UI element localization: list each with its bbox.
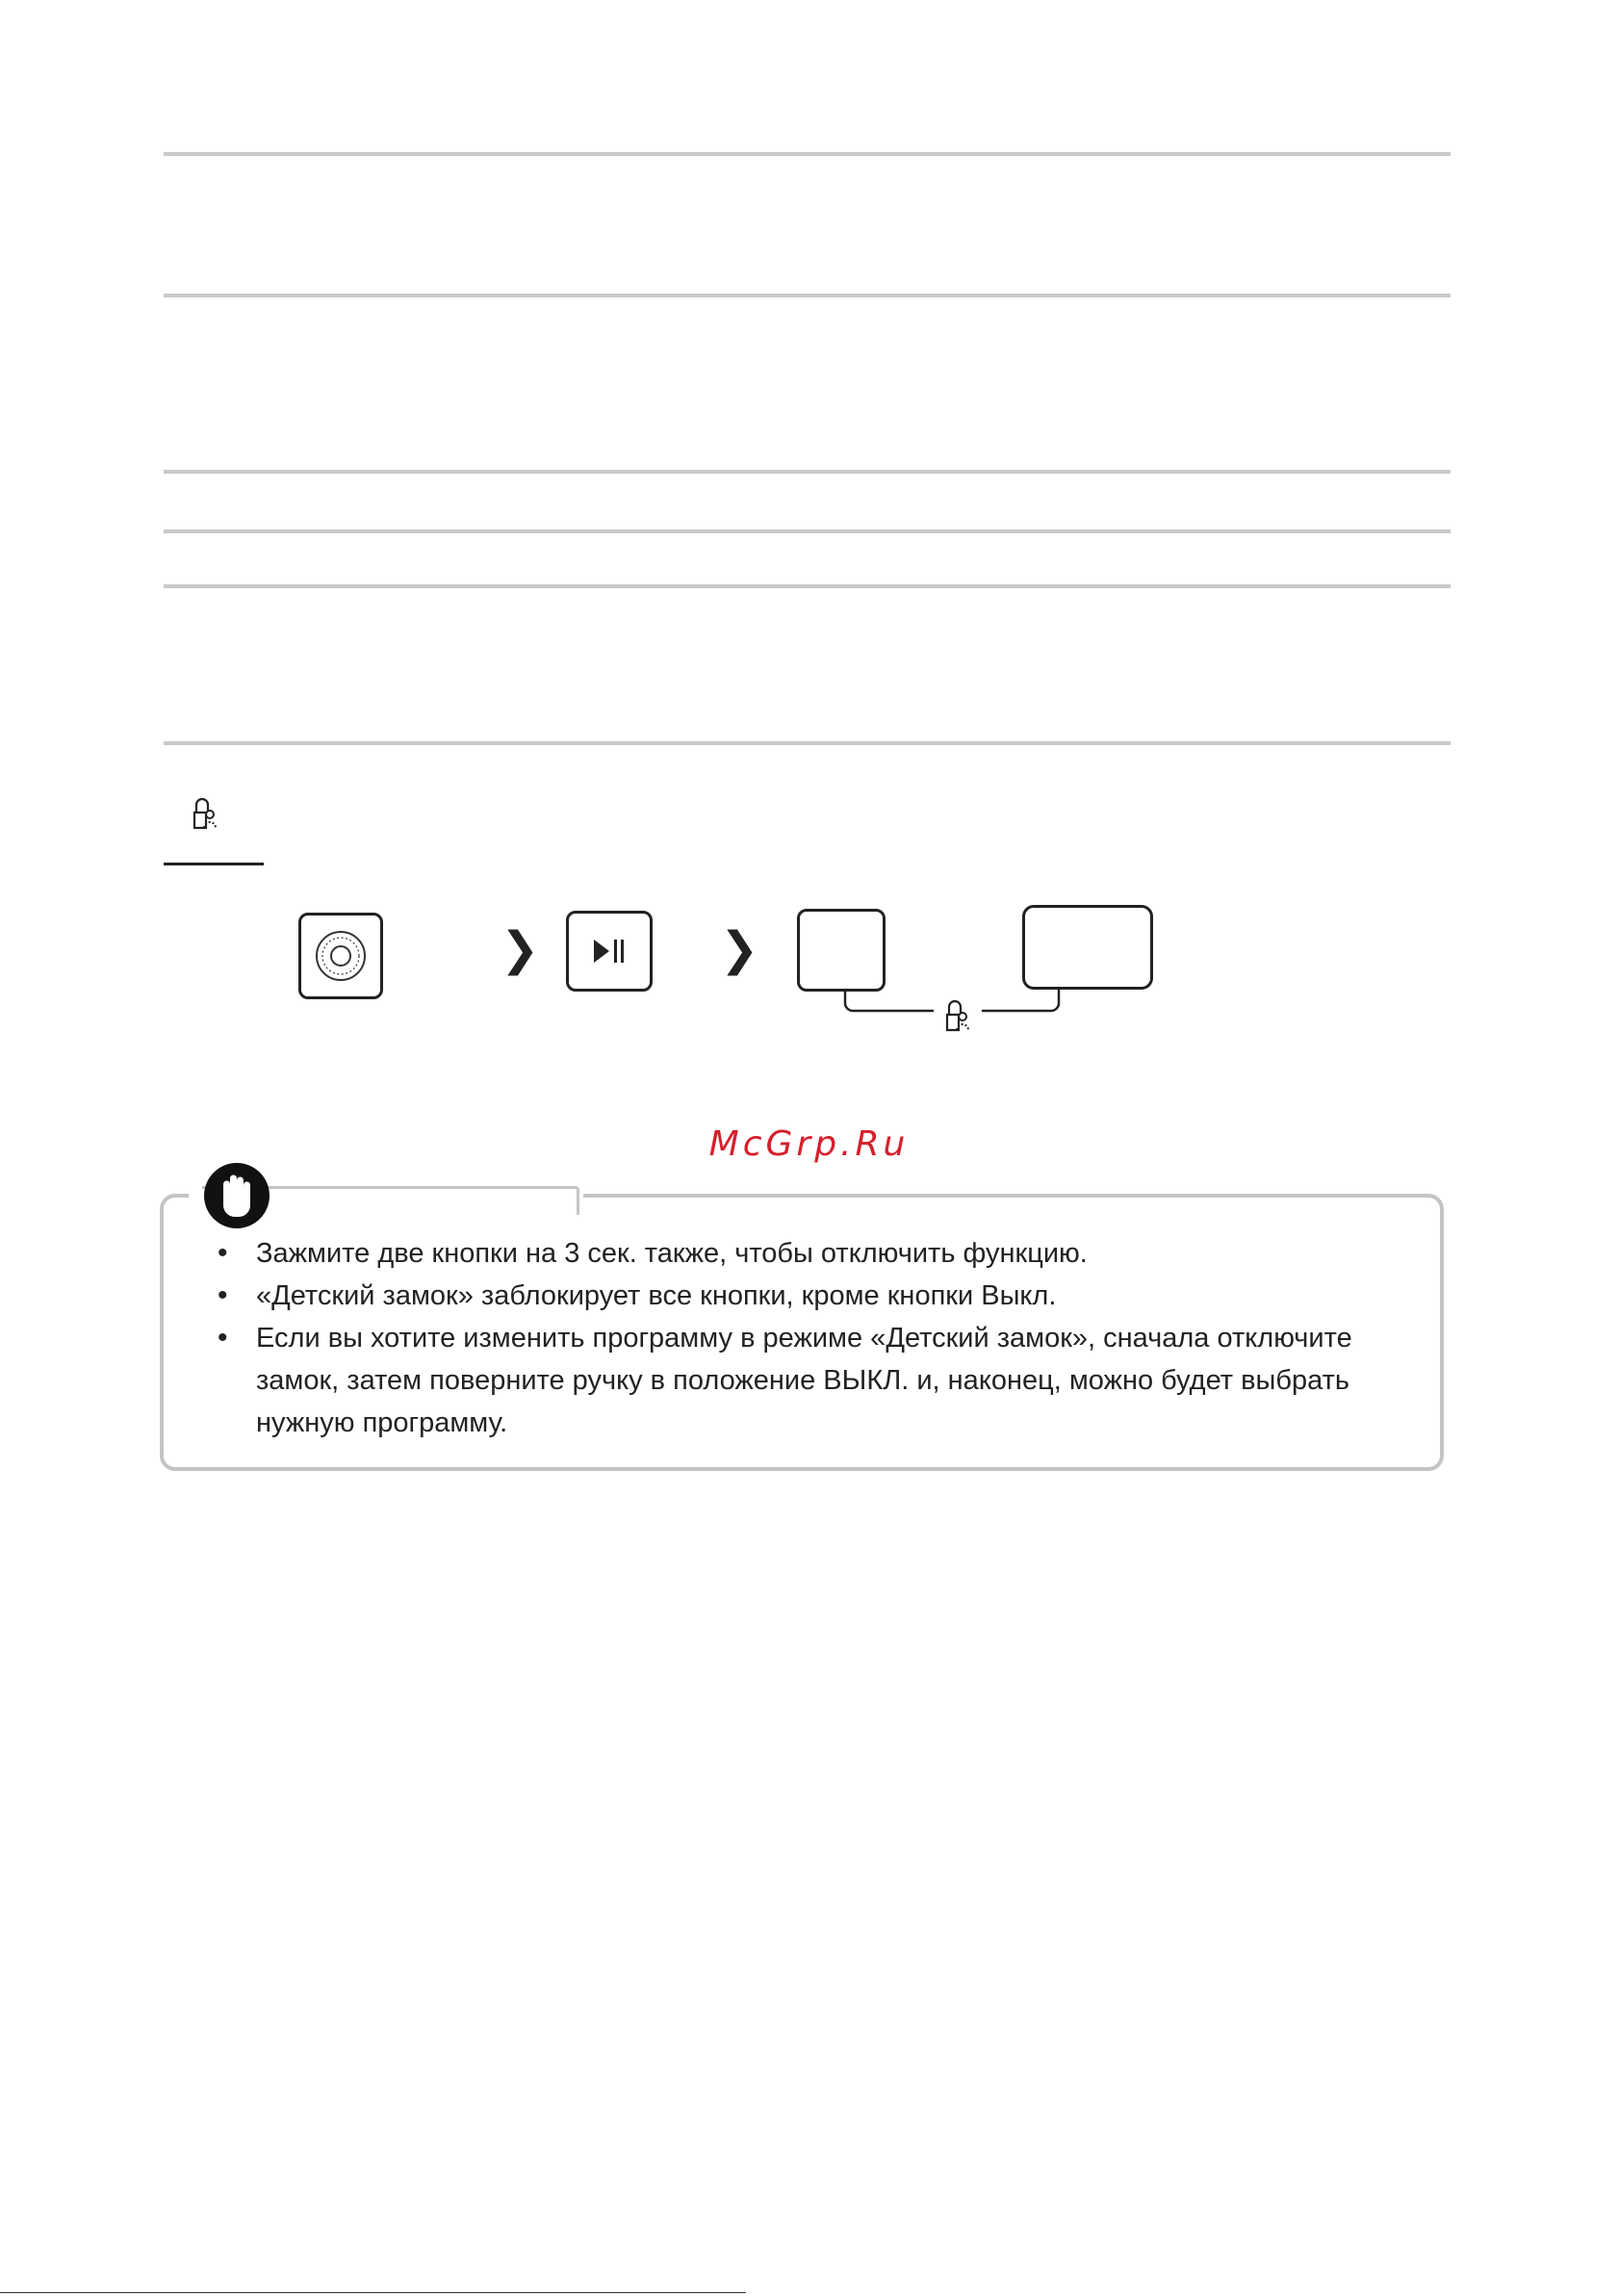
list-item: • Если вы хотите изменить программу в режиме «Детский замок», сначала отключите замок, затем поверните ручку в положение ВЫКЛ. и, наконец, можно будет выбрать нужную программу.	[212, 1317, 1415, 1444]
rule-3	[164, 470, 1451, 474]
dial-icon	[301, 916, 380, 996]
rule-2	[164, 294, 1451, 297]
list-item: • «Детский замок» заблокирует все кнопки, кроме кнопки Выкл.	[212, 1275, 1415, 1317]
play-pause-icon	[569, 914, 650, 989]
hand-stop-icon	[202, 1161, 271, 1230]
dial-button[interactable]	[298, 913, 383, 999]
button-left[interactable]	[797, 909, 886, 992]
step-arrow-1: ❯	[501, 922, 540, 976]
rule-1	[164, 152, 1451, 156]
rule-4	[164, 529, 1451, 533]
watermark: McGrp.Ru	[708, 1124, 910, 1164]
child-lock-icon	[191, 795, 223, 832]
rule-6	[164, 741, 1451, 745]
step-arrow-2: ❯	[720, 922, 759, 976]
child-lock-icon	[943, 997, 976, 1034]
bottom-rule	[0, 2292, 746, 2293]
start-pause-button[interactable]	[566, 911, 653, 992]
note-list	[212, 1232, 1415, 1444]
button-right[interactable]	[1022, 905, 1153, 990]
section-underline	[164, 863, 264, 865]
list-item: • Зажмите две кнопки на 3 сек. также, чтобы отключить функцию.	[212, 1232, 1415, 1275]
rule-5	[164, 584, 1451, 588]
